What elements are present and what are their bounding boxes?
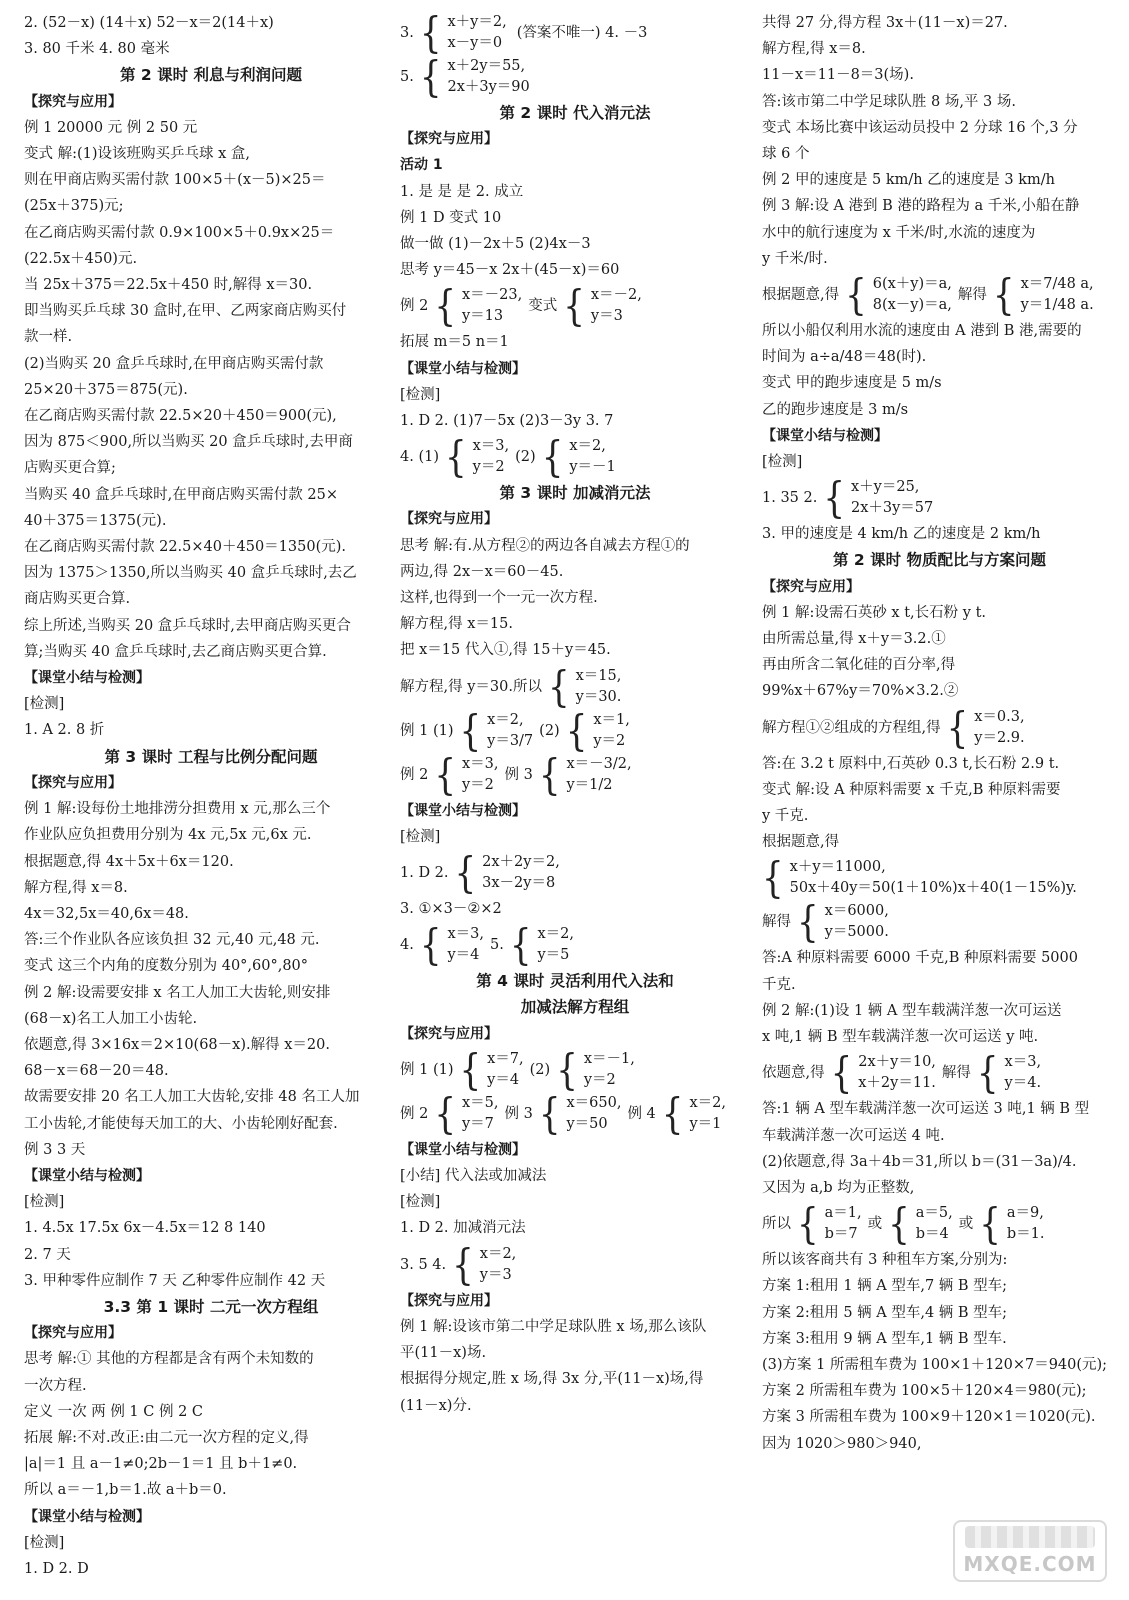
equation: y＝2.9. <box>974 729 1025 746</box>
answer-line: 共得 27 分,得方程 3x＋(11－x)＝27. <box>762 15 1008 31</box>
answer-line: 2. 7 天 <box>24 1246 71 1263</box>
system-label: 例 3 <box>504 1105 533 1122</box>
answer-line: [检测] <box>762 454 803 471</box>
brace-icon: { <box>565 705 588 756</box>
equation-system <box>400 10 750 58</box>
equation-system <box>400 920 750 971</box>
equation: 6(x＋y)＝a, <box>872 276 952 293</box>
answer-line: 拓展 解:不对.改正:由二元一次方程的定义,得 <box>24 1429 309 1446</box>
brace-icon: { <box>845 270 867 321</box>
equation: x＝6000, <box>824 903 889 920</box>
answer-line: 做一做 (1)－2x＋5 (2)4x－3 <box>400 236 591 253</box>
equation: y＝4. <box>1004 1075 1042 1092</box>
answer-line: [检测] <box>24 1194 65 1211</box>
equation: x＝3, <box>1004 1054 1042 1071</box>
answer-line: 1. A 2. 8 折 <box>24 722 105 739</box>
system-label: 或 <box>958 1216 974 1232</box>
watermark-logo-icon <box>965 1526 1095 1548</box>
answer-line: 时间为 a÷a/48＝48(时). <box>762 349 927 366</box>
section-heading: 3.3 第 1 课时 二元一次方程组 <box>103 1297 319 1316</box>
answer-line: (22.5x＋450)元. <box>24 250 138 267</box>
brace-icon: { <box>541 432 564 483</box>
equation: y＝1/2 <box>566 776 613 793</box>
equation-system <box>400 749 750 800</box>
equation: x＝1, <box>593 711 630 728</box>
answer-line: 99%x＋67%y＝70%×3.2.② <box>762 683 959 700</box>
answer-line: [检测] <box>24 696 65 713</box>
section-tag: 【探究与应用】 <box>762 578 860 595</box>
answer-line: 方案 2 所需租车费为 100×5＋120×4＝980(元); <box>762 1383 1087 1400</box>
section-tag: 【探究与应用】 <box>400 1025 498 1042</box>
section-tag: 【探究与应用】 <box>24 774 122 791</box>
system-label: (2) <box>539 722 560 739</box>
system-label: 3. <box>400 24 414 41</box>
brace-icon: { <box>419 52 442 102</box>
answer-line: 例 2 解:(1)设 1 辆 A 型车载满洋葱一次可运送 <box>762 1002 1062 1019</box>
answer-line: 平(11－x)场. <box>400 1345 487 1362</box>
equation: b＝1. <box>1006 1226 1045 1243</box>
system-label: 例 1 (1) <box>400 722 454 739</box>
answer-line: 在乙商店购买需付款 22.5×20＋450＝900(元), <box>24 408 337 425</box>
equation: y＝－1 <box>569 459 616 476</box>
equation: a＝9, <box>1006 1205 1044 1222</box>
answer-line: 两边,得 2x－x＝60－45. <box>400 563 564 580</box>
answer-line: 解方程,得 x＝8. <box>24 879 128 896</box>
equation: x＝2, <box>537 926 574 943</box>
equation: x＝2, <box>487 711 524 728</box>
answer-line: 答:在 3.2 t 原料中,石英砂 0.3 t,长石粉 2.9 t. <box>762 755 1060 772</box>
brace-icon: { <box>979 1199 1001 1250</box>
equation: b＝4 <box>915 1226 949 1243</box>
brace-icon: { <box>556 1044 578 1095</box>
site-watermark <box>953 1520 1107 1582</box>
answer-line: 思考 解:有.从方程②的两边各自减去方程①的 <box>400 537 690 554</box>
activity-label: 活动 1 <box>400 157 443 174</box>
section-tag: 【探究与应用】 <box>400 1292 498 1309</box>
answer-line: 3. 甲种零件应制作 7 天 乙种零件应制作 42 天 <box>24 1272 326 1289</box>
equation: y＝5000. <box>824 924 889 941</box>
answer-line: 根据题意,得 4x＋5x＋6x＝120. <box>24 853 234 870</box>
equation: y＝2 <box>472 459 505 476</box>
equation: b＝7 <box>824 1226 858 1243</box>
equation: 3x－2y＝8 <box>482 875 556 892</box>
answer-line: 变式 甲的跑步速度是 5 m/s <box>762 375 942 392</box>
answer-line: [小结] 代入法或加减法 <box>400 1168 547 1185</box>
brace-icon: { <box>434 1088 456 1139</box>
system-label: 1. D 2. <box>400 864 449 881</box>
equation: x＝－1, <box>583 1050 635 1067</box>
equation: y＝3/7 <box>487 732 534 749</box>
equation: x＝650, <box>566 1094 622 1111</box>
equation-system <box>400 1239 750 1290</box>
answer-line: 变式 解:(1)设该班购买乒乓球 x 盒, <box>24 146 251 163</box>
answer-line: 3. ①×3－②×2 <box>400 901 502 918</box>
brace-icon: { <box>459 1044 482 1095</box>
equation: a＝5, <box>915 1205 953 1222</box>
system-label: 解方程,得 y＝30.所以 <box>400 678 542 695</box>
answer-line: 3. 甲的速度是 4 km/h 乙的速度是 2 km/h <box>762 526 1041 543</box>
brace-icon: { <box>444 432 467 483</box>
system-label: 变式 <box>528 298 558 315</box>
section-heading: 第 4 课时 灵活利用代入法和 <box>476 972 674 991</box>
equation-system <box>400 705 750 756</box>
answer-line: 方案 3 所需租车费为 100×9＋120×1＝1020(元). <box>762 1409 1096 1426</box>
equation-system <box>400 661 750 712</box>
answer-line: 1. 是 是 是 2. 成立 <box>400 183 524 200</box>
equation: 2x＋y＝10, <box>858 1054 936 1071</box>
column-right <box>762 10 1117 1457</box>
answer-line: 水中的航行速度为 x 千米/时,水流的速度为 <box>762 224 1036 241</box>
answer-line: 又因为 a,b 均为正整数, <box>762 1179 915 1196</box>
system-label: (2) <box>515 449 536 466</box>
section-heading: 第 2 课时 物质配比与方案问题 <box>833 551 1046 570</box>
equation: 50x＋40y＝50(1＋10%)x＋40(1－15%)y. <box>789 880 1077 897</box>
section-heading: 第 2 课时 代入消元法 <box>499 104 651 122</box>
equation: x＝7/48 a, <box>1020 276 1094 293</box>
section-heading: 第 2 课时 利息与利润问题 <box>120 66 302 85</box>
answer-line: 答:该市第二中学足球队胜 8 场,平 3 场. <box>762 93 1016 110</box>
brace-icon: { <box>797 1199 819 1250</box>
system-note: (答案不唯一) 4. －3 <box>516 24 648 41</box>
answer-line: 例 1 20000 元 例 2 50 元 <box>24 119 198 136</box>
answer-line: (2)当购买 20 盒乒乓球时,在甲商店购买需付款 <box>24 355 324 372</box>
answer-line: 答:A 种原料需要 6000 千克,B 种原料需要 5000 <box>762 950 1078 967</box>
answer-line: y 千米/时. <box>762 250 828 267</box>
answer-line: [检测] <box>24 1534 65 1551</box>
equation-system <box>400 848 750 899</box>
equation: x＋y＝25, <box>850 479 920 496</box>
answer-line: 乙的跑步速度是 3 m/s <box>762 401 909 418</box>
brace-icon: { <box>419 920 442 971</box>
answer-line: 例 1 D 变式 10 <box>400 209 502 226</box>
section-heading: 加减法解方程组 <box>520 998 630 1017</box>
answer-line: 11－x＝11－8＝3(场). <box>762 67 914 84</box>
answer-line: 1. D 2. 加减消元法 <box>400 1220 526 1237</box>
answer-line: 例 2 解:设需要安排 x 名工人加工大齿轮,则安排 <box>24 984 331 1001</box>
system-label: 3. 5 4. <box>400 1256 447 1273</box>
answer-line: 变式 本场比赛中该运动员投中 2 分球 16 个,3 分 <box>762 119 1078 136</box>
answer-line: 变式 这三个内角的度数分别为 40°,60°,80° <box>24 958 309 975</box>
column-left <box>24 10 398 1582</box>
equation: x＋y＝11000, <box>789 859 886 876</box>
equation: y＝30. <box>575 688 622 705</box>
answer-line: [检测] <box>400 386 441 403</box>
brace-icon: { <box>434 281 456 332</box>
answer-line: 例 1 解:设需石英砂 x t,长石粉 y t. <box>762 604 987 621</box>
equation: y＝13 <box>461 308 504 325</box>
answer-line: 当 25x＋375＝22.5x＋450 时,解得 x＝30. <box>24 277 313 294</box>
equation: x＝2, <box>569 438 606 455</box>
answer-line: 解方程,得 x＝15. <box>400 616 513 633</box>
equation: y＝3 <box>590 308 623 325</box>
answer-line: 因为 1375＞1350,所以当购买 40 盒乒乓球时,去乙 <box>24 565 357 582</box>
equation-system <box>400 1044 750 1095</box>
answer-line: |a|＝1 且 a－1≠0;2b－1＝1 且 b＋1≠0. <box>24 1456 298 1473</box>
brace-icon: { <box>946 702 969 753</box>
equation-system <box>762 1199 1117 1250</box>
equation-system <box>400 1088 750 1139</box>
equation: x＋y＝2, <box>447 14 507 30</box>
equation: x＝0.3, <box>974 708 1025 725</box>
answer-line: 3. 80 千米 4. 80 毫米 <box>24 41 170 58</box>
answer-line: 25×20＋375＝875(元). <box>24 381 188 398</box>
equation: x＝3, <box>461 755 499 772</box>
section-tag: 【课堂小结与检测】 <box>24 1167 150 1184</box>
answer-line: 当购买 40 盒乒乓球时,在甲商店购买需付款 25× <box>24 486 338 503</box>
system-label: 或 <box>867 1216 883 1232</box>
answer-line: 定义 一次 两 例 1 C 例 2 C <box>24 1403 204 1420</box>
equation: x＝2, <box>479 1245 517 1262</box>
answer-line: (25x＋375)元; <box>24 198 124 215</box>
section-tag: 【课堂小结与检测】 <box>762 427 888 444</box>
answer-line: 所以 a＝－1,b＝1.故 a＋b＝0. <box>24 1482 227 1499</box>
system-label: 所以 <box>762 1216 791 1232</box>
equation: x＝－2, <box>590 287 642 304</box>
answer-line: 方案 3:租用 9 辆 A 型车,1 辆 B 型车. <box>762 1330 1007 1347</box>
brace-icon: { <box>563 281 585 332</box>
answer-line: 在乙商店购买需付款 22.5×40＋450＝1350(元). <box>24 539 346 556</box>
answer-line: 思考 y＝45－x 2x＋(45－x)＝60 <box>400 262 620 279</box>
brace-icon: { <box>762 853 784 904</box>
equation: y＝1 <box>689 1115 722 1132</box>
answer-line: 答:三个作业队各应该负担 32 元,40 元,48 元. <box>24 932 320 949</box>
system-label: 根据题意,得 <box>762 286 840 303</box>
answer-line: 4x＝32,5x＝40,6x＝48. <box>24 905 189 922</box>
answer-line: 1. D 2. D <box>24 1560 89 1577</box>
answer-line: 综上所述,当购买 20 盒乒乓球时,去甲商店购买更合 <box>24 617 351 634</box>
answer-line: 再由所含二氧化硅的百分率,得 <box>762 657 956 674</box>
system-label: 4. <box>400 937 414 954</box>
section-heading: 第 3 课时 工程与比例分配问题 <box>104 747 318 766</box>
brace-icon: { <box>547 661 570 712</box>
equation-system <box>762 270 1117 321</box>
answer-line: (11－x)分. <box>400 1397 472 1414</box>
answer-line: 例 1 解:设每份土地排涝分担费用 x 元,那么三个 <box>24 801 331 818</box>
equation-system <box>400 52 750 102</box>
section-tag: 【课堂小结与检测】 <box>400 360 526 377</box>
answer-line: 故需要安排 20 名工人加工大齿轮,安排 48 名工人加 <box>24 1089 360 1106</box>
section-tag: 【课堂小结与检测】 <box>24 1508 150 1525</box>
system-label: 例 2 <box>400 1105 429 1122</box>
system-label: 例 2 <box>400 766 429 783</box>
equation: y＝4 <box>447 947 480 964</box>
equation: x＝15, <box>575 667 622 684</box>
section-tag: 【探究与应用】 <box>24 1325 122 1342</box>
answer-line: (68－x)名工人加工小齿轮. <box>24 1010 198 1027</box>
answer-line: (3)方案 1 所需租车费为 100×1＋120×7＝940(元); <box>762 1356 1108 1373</box>
answer-line: 因为 875＜900,所以当购买 20 盒乒乓球时,去甲商 <box>24 434 353 451</box>
equation: x＋2y＝11. <box>858 1075 936 1092</box>
brace-icon: { <box>797 897 819 948</box>
equation-system <box>762 853 1117 904</box>
equation: y＝2 <box>593 732 626 749</box>
answer-line: 例 3 解:设 A 港到 B 港的路程为 a 千米,小船在静 <box>762 198 1080 215</box>
answer-line: 依题意,得 3×16x＝2×10(68－x).解得 x＝20. <box>24 1036 330 1053</box>
answer-line: 解方程,得 x＝8. <box>762 41 866 58</box>
system-label: 1. 35 2. <box>762 490 818 507</box>
answer-line: 思考 解:① 其他的方程都是含有两个未知数的 <box>24 1351 314 1368</box>
answer-line: 1. 4.5x 17.5x 6x－4.5x＝12 8 140 <box>24 1220 266 1237</box>
answer-line: 款一样. <box>24 329 73 346</box>
answer-line: 由所需总量,得 x＋y＝3.2.① <box>762 631 946 648</box>
system-label: 依题意,得 <box>762 1065 825 1082</box>
answer-line: 作业队应负担费用分别为 4x 元,5x 元,6x 元. <box>24 827 312 844</box>
answer-line: y 千克. <box>762 808 809 825</box>
equation-system <box>400 281 750 332</box>
section-tag: 【探究与应用】 <box>24 93 122 110</box>
equation: y＝2 <box>583 1071 616 1088</box>
equation: a＝1, <box>824 1205 862 1222</box>
section-tag: 【课堂小结与检测】 <box>24 670 150 687</box>
answer-line: 把 x＝15 代入①,得 15＋y＝45. <box>400 642 611 659</box>
answer-line: [检测] <box>400 828 441 845</box>
equation: x＝－23, <box>461 287 523 304</box>
brace-icon: { <box>538 1088 561 1139</box>
system-label: 4. (1) <box>400 449 439 466</box>
answer-line: 车载满洋葱一次可运送 4 吨. <box>762 1127 945 1144</box>
answer-line: 所以小船仅利用水流的速度由 A 港到 B 港,需要的 <box>762 323 1082 340</box>
equation: x＝3, <box>447 926 484 943</box>
equation: y＝5 <box>537 947 570 964</box>
equation-system <box>400 432 750 483</box>
section-tag: 【探究与应用】 <box>400 131 498 148</box>
brace-icon: { <box>454 848 477 899</box>
answer-line: 答:1 辆 A 型车载满洋葱一次可运送 3 吨,1 辆 B 型 <box>762 1101 1090 1118</box>
equation: 2x＋3y＝90 <box>447 79 530 95</box>
system-label: 例 3 <box>504 766 533 783</box>
brace-icon: { <box>661 1088 684 1139</box>
equation: y＝7 <box>461 1115 494 1132</box>
brace-icon: { <box>992 270 1015 321</box>
system-label: 5. <box>400 68 414 85</box>
equation: x－y＝0 <box>447 35 503 51</box>
equation: x＝2, <box>689 1094 726 1111</box>
equation: y＝2 <box>461 776 494 793</box>
brace-icon: { <box>509 920 532 971</box>
watermark-text: MXQE.COM <box>963 1552 1097 1576</box>
answer-line: 1. D 2. (1)7－5x (2)3－3y 3. 7 <box>400 413 614 430</box>
answer-line: 40＋375＝1375(元). <box>24 512 167 529</box>
system-label: (2) <box>529 1061 551 1078</box>
equation: y＝3 <box>479 1266 512 1283</box>
equation-system <box>762 473 1117 524</box>
answer-line: 一次方程. <box>24 1377 87 1394</box>
system-label: 解方程①②组成的方程组,得 <box>762 719 941 736</box>
answer-line: 根据得分规定,胜 x 场,得 3x 分,平(11－x)场,得 <box>400 1371 704 1388</box>
system-label: 解得 <box>957 286 987 303</box>
equation: 2x＋2y＝2, <box>482 854 560 871</box>
brace-icon: { <box>830 1048 853 1099</box>
brace-icon: { <box>888 1199 910 1250</box>
section-tag: 【探究与应用】 <box>400 511 498 528</box>
answer-line: [检测] <box>400 1194 441 1211</box>
answer-line: 变式 解:设 A 种原料需要 x 千克,B 种原料需要 <box>762 781 1061 798</box>
equation-system <box>762 897 1117 948</box>
section-tag: 【课堂小结与检测】 <box>400 802 526 819</box>
answer-line: 例 3 3 天 <box>24 1141 86 1158</box>
answer-line: 所以该客商共有 3 种租车方案,分别为: <box>762 1252 1008 1269</box>
answer-line: 例 1 解:设该市第二中学足球队胜 x 场,那么该队 <box>400 1318 707 1335</box>
answer-line: 方案 1:租用 1 辆 A 型车,7 辆 B 型车; <box>762 1278 1008 1295</box>
system-label: 例 2 <box>400 298 429 315</box>
brace-icon: { <box>452 1239 474 1290</box>
answer-line: 在乙商店购买需付款 0.9×100×5＋0.9x×25＝ <box>24 224 335 241</box>
equation: x＝7, <box>487 1050 524 1067</box>
equation-system <box>762 702 1117 753</box>
section-tag: 【课堂小结与检测】 <box>400 1141 526 1158</box>
equation: y＝50 <box>566 1115 608 1132</box>
system-label: 例 4 <box>627 1105 656 1122</box>
answer-line: 例 2 甲的速度是 5 km/h 乙的速度是 3 km/h <box>762 172 1055 189</box>
brace-icon: { <box>823 473 845 524</box>
answer-line: 算;当购买 40 盒乒乓球时,去乙商店购买更合算. <box>24 643 327 660</box>
answer-line: 这样,也得到一个一元一次方程. <box>400 590 598 607</box>
brace-icon: { <box>459 705 482 756</box>
equation: x＝5, <box>461 1094 499 1111</box>
answer-line: 根据题意,得 <box>762 834 840 851</box>
answer-line: 商店购买更合算. <box>24 591 131 608</box>
answer-line: 则在甲商店购买需付款 100×5＋(x－5)×25＝ <box>24 172 326 189</box>
system-label: 例 1 (1) <box>400 1061 454 1078</box>
equation: 8(x－y)＝a, <box>872 297 952 314</box>
answer-line: 68－x＝68－20＝48. <box>24 1063 169 1080</box>
system-label: 5. <box>490 937 504 954</box>
equation: y＝4 <box>487 1071 520 1088</box>
answer-line: (2)依题意,得 3a＋4b＝31,所以 b＝(31－3a)/4. <box>762 1153 1077 1170</box>
column-middle <box>400 10 750 1419</box>
answer-line: 方案 2:租用 5 辆 A 型车,4 辆 B 型车; <box>762 1304 1008 1321</box>
answer-line: 球 6 个 <box>762 146 810 163</box>
system-label: 解得 <box>941 1065 971 1082</box>
answer-line: 2. (52－x) (14＋x) 52－x＝2(14＋x) <box>24 15 274 31</box>
brace-icon: { <box>419 10 442 58</box>
answer-line: 即当购买乒乓球 30 盒时,在甲、乙两家商店购买付 <box>24 303 347 320</box>
equation: 2x＋3y＝57 <box>850 500 934 517</box>
equation: y＝1/48 a. <box>1020 297 1094 314</box>
equation: x＝－3/2, <box>566 755 632 772</box>
brace-icon: { <box>434 749 456 800</box>
system-label: 解得 <box>762 914 791 931</box>
section-heading: 第 3 课时 加减消元法 <box>499 484 651 503</box>
brace-icon: { <box>976 1048 999 1099</box>
answer-line: 因为 1020＞980＞940, <box>762 1435 922 1452</box>
brace-icon: { <box>538 749 561 800</box>
answer-line: 店购买更合算; <box>24 460 116 477</box>
equation: x＋2y＝55, <box>447 58 526 74</box>
answer-line: 拓展 m＝5 n＝1 <box>400 334 509 351</box>
equation: x＝3, <box>472 438 510 455</box>
answer-line: x 吨,1 辆 B 型车载满洋葱一次可运送 y 吨. <box>762 1029 1039 1046</box>
equation-system <box>762 1048 1117 1099</box>
answer-line: 工小齿轮,才能使每天加工的大、小齿轮刚好配套. <box>24 1115 338 1132</box>
answer-line: 千克. <box>762 976 796 993</box>
